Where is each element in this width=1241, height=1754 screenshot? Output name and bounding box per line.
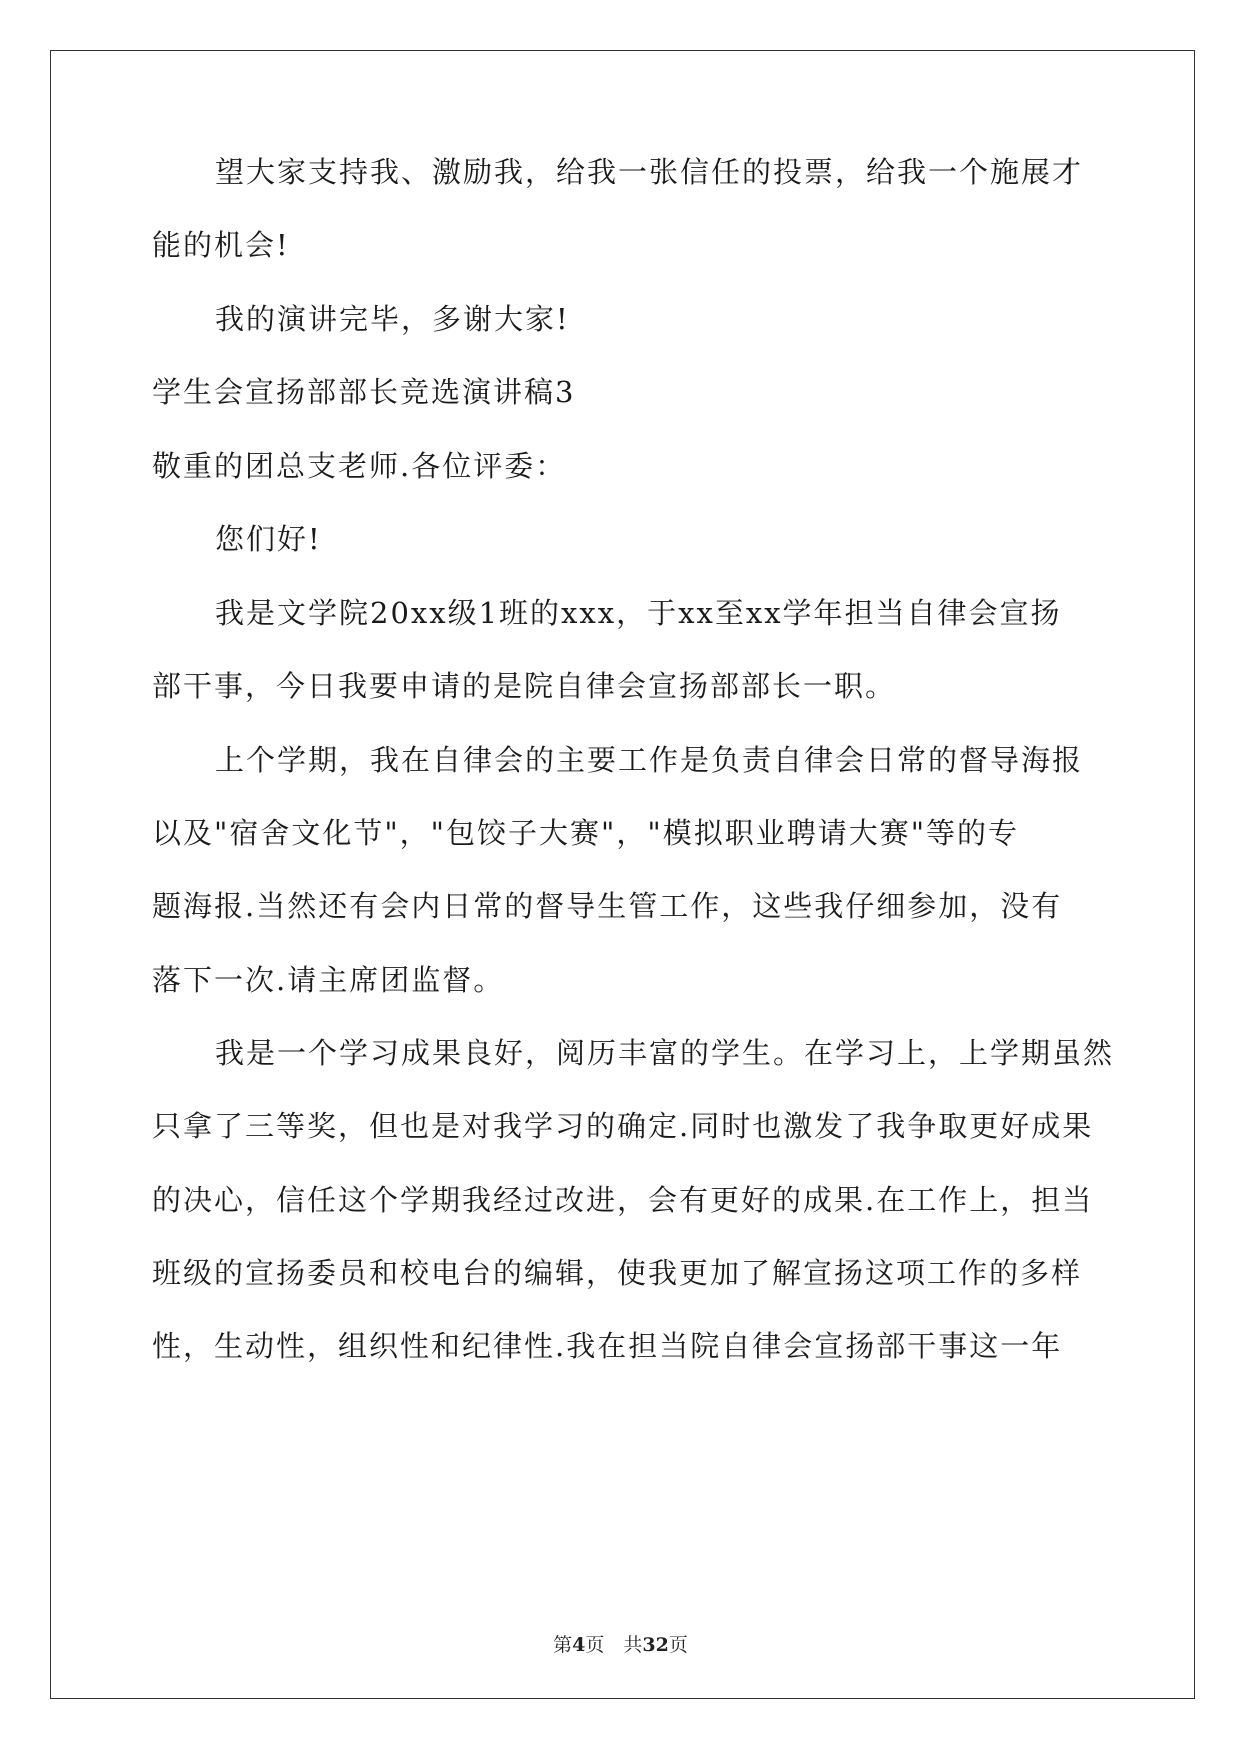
paragraph-line: 我是文学院20xx级1班的xxx，于xx至xx学年担当自律会宣扬: [215, 596, 1062, 630]
paragraph-line: 我是一个学习成果良好，阅历丰富的学生。在学习上，上学期虽然: [215, 1036, 1115, 1070]
page-number: 4: [572, 1634, 586, 1656]
paragraph-line: 的决心，信任这个学期我经过改进，会有更好的成果.在工作上，担当: [152, 1183, 1094, 1217]
paragraph-line: 望大家支持我、激励我，给我一张信任的投票，给我一个施展才: [215, 155, 1084, 189]
paragraph-line: 班级的宣扬委员和校电台的编辑，使我更加了解宣扬这项工作的多样: [152, 1256, 1083, 1290]
paragraph-line: 上个学期，我在自律会的主要工作是负责自律会日常的督导海报: [215, 743, 1084, 777]
page-border: [50, 50, 1195, 1699]
paragraph-line: 以及"宿舍文化节"，"包饺子大赛"，"模拟职业聘请大赛"等的专: [152, 816, 1020, 850]
section-heading: 学生会宣扬部部长竞选演讲稿3: [152, 375, 576, 409]
paragraph-line: 能的机会!: [152, 228, 290, 262]
salutation: 敬重的团总支老师.各位评委：: [152, 449, 567, 483]
footer-prefix: 第: [553, 1634, 573, 1656]
footer-suffix: 页: [668, 1634, 688, 1656]
page-footer: [0, 1632, 1241, 1658]
footer-mid: 页 共: [585, 1634, 643, 1656]
paragraph-line: 落下一次.请主席团监督。: [152, 963, 505, 997]
page-total: 32: [642, 1634, 669, 1656]
paragraph-line: 我的演讲完毕，多谢大家!: [215, 302, 570, 336]
paragraph-line: 部干事，今日我要申请的是院自律会宣扬部部长一职。: [152, 669, 897, 703]
paragraph-line: 只拿了三等奖，但也是对我学习的确定.同时也激发了我争取更好成果: [152, 1109, 1094, 1143]
greeting: 您们好!: [215, 522, 322, 556]
paragraph-line: 题海报.当然还有会内日常的督导生管工作，这些我仔细参加，没有: [152, 889, 1063, 923]
paragraph-line: 性，生动性，组织性和纪律性.我在担当院自律会宣扬部干事这一年: [152, 1329, 1063, 1363]
